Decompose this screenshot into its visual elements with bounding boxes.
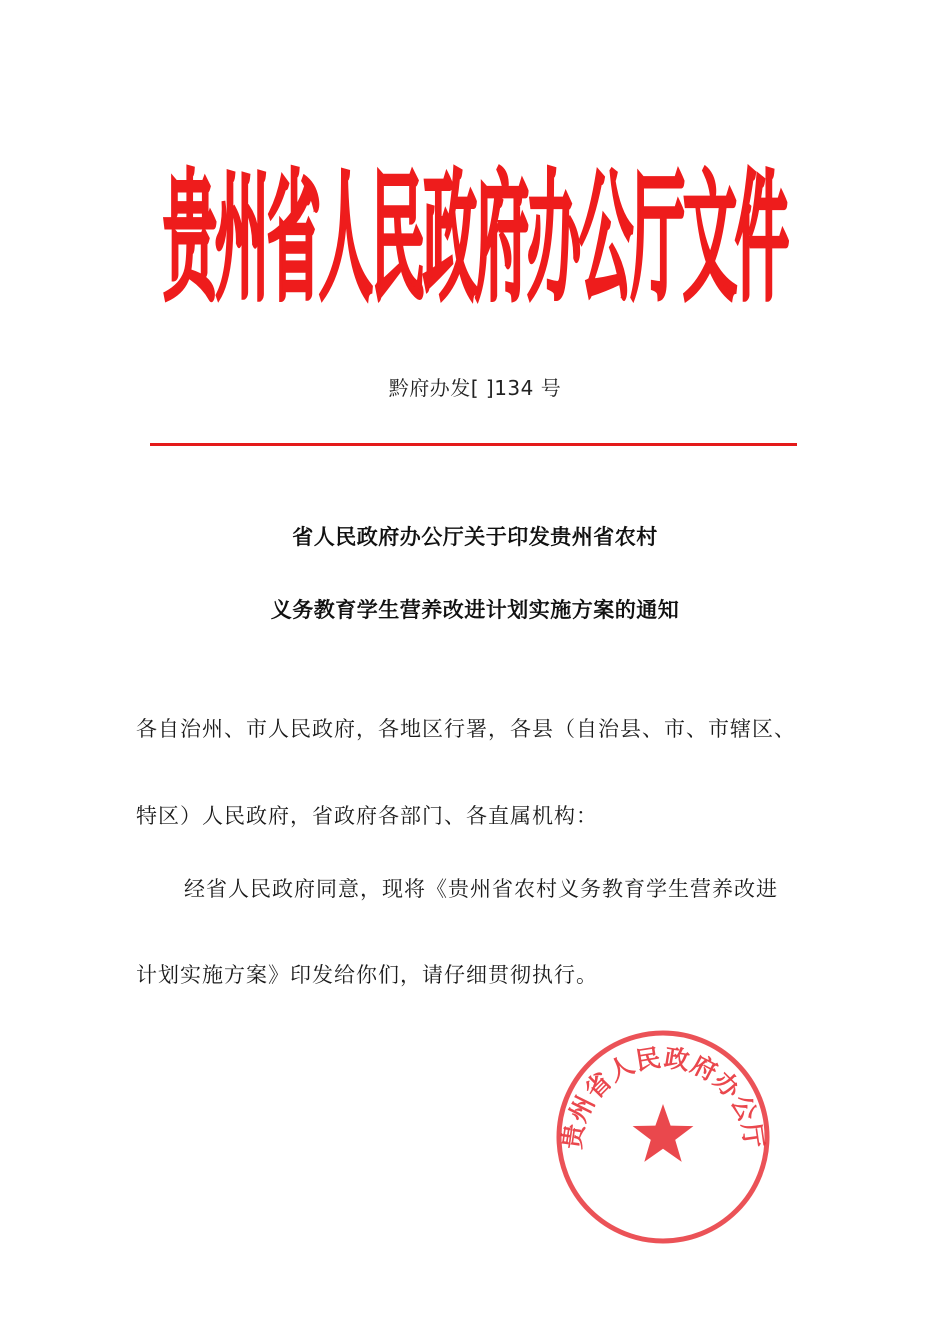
document-masthead bbox=[120, 140, 830, 340]
notice-title-line-2: 义务教育学生营养改进计划实施方案的通知 bbox=[270, 598, 680, 622]
official-seal bbox=[552, 1026, 774, 1248]
red-divider-line bbox=[150, 443, 797, 446]
recipients-line-1: 各自治州、市人民政府，各地区行署，各县（自治县、市、市辖区、 bbox=[136, 717, 796, 741]
body-paragraph-line-2: 计划实施方案》印发给你们，请仔细贯彻执行。 bbox=[136, 963, 598, 987]
body-paragraph-line-1: 经省人民政府同意，现将《贵州省农村义务教育学生营养改进 bbox=[184, 877, 778, 901]
notice-title-line-1: 省人民政府办公厅关于印发贵州省农村 bbox=[292, 525, 658, 549]
recipients-line-2: 特区）人民政府，省政府各部门、各直属机构： bbox=[136, 804, 598, 828]
document-number: 黔府办发[ ]134 号 bbox=[388, 376, 562, 400]
seal-text-path: 贵州省人民政府办公厅 bbox=[557, 1042, 769, 1151]
masthead-title: 贵州省人民政府办公厅文件 bbox=[163, 156, 787, 321]
star-icon bbox=[633, 1104, 694, 1162]
